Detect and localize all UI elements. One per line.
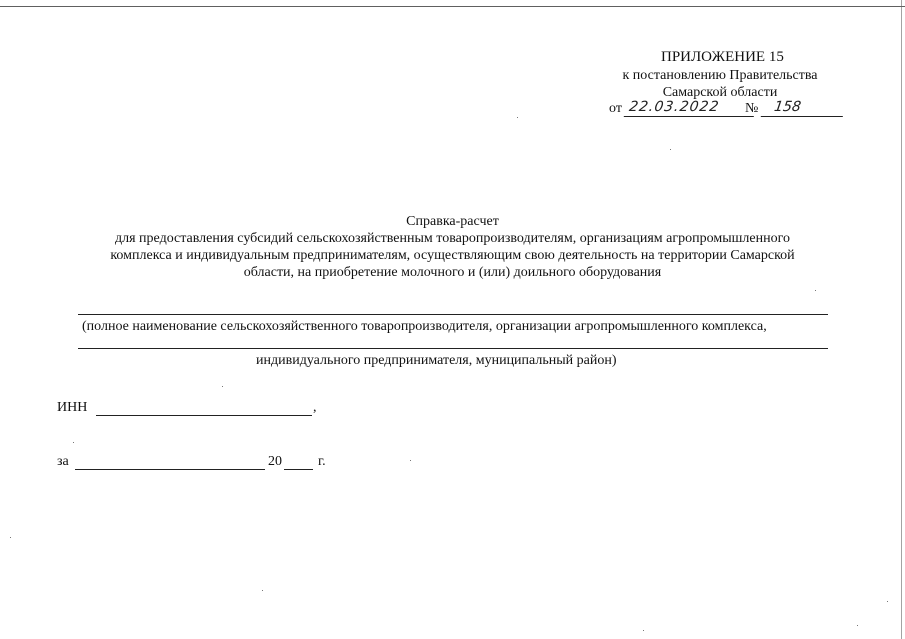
- period-field[interactable]: [75, 454, 265, 470]
- inn-trailing-comma: ,: [313, 400, 317, 415]
- heading-title: Справка-расчет: [406, 214, 499, 229]
- applicant-name-field-line-2[interactable]: [78, 348, 828, 349]
- scan-top-edge: [0, 6, 905, 7]
- year-prefix: 20: [268, 454, 282, 469]
- scan-right-edge: [901, 0, 902, 639]
- heading-line-2: комплекса и индивидуальным предпринимателям, осуществляющим свою деятельность на территории Самарской: [110, 248, 795, 263]
- appendix-region-line: Самарской области: [662, 85, 778, 100]
- scan-speck: [222, 386, 223, 387]
- year-suffix: г.: [318, 454, 326, 469]
- heading-line-3: области, на приобретение молочного и (или) доильного оборудования: [243, 265, 662, 280]
- inn-label: ИНН: [57, 400, 88, 415]
- date-prefix-label: от: [609, 101, 622, 116]
- inn-field[interactable]: [96, 400, 312, 416]
- period-label: за: [57, 454, 69, 469]
- document-heading: [40, 213, 865, 281]
- scan-speck: [670, 149, 671, 150]
- scan-speck: [73, 442, 74, 443]
- applicant-hint-line-2: индивидуального предпринимателя, муниципальный район): [256, 353, 617, 368]
- scan-speck: [262, 590, 263, 591]
- appendix-resolution-line: к постановлению Правительства: [622, 68, 818, 83]
- number-label: №: [745, 101, 759, 116]
- handwritten-date: 22.03.2022: [624, 99, 757, 117]
- applicant-hint-line-1: (полное наименование сельскохозяйственного товаропроизводителя, организации агропромышленного комплекса,: [82, 319, 767, 334]
- scan-speck: [517, 117, 518, 118]
- scan-speck: [410, 460, 411, 461]
- scan-speck: [857, 625, 858, 626]
- year-field[interactable]: [284, 454, 313, 470]
- scan-speck: [815, 290, 816, 291]
- scan-speck: [887, 601, 888, 602]
- applicant-name-field-line-1[interactable]: [78, 314, 828, 315]
- handwritten-number: 158: [761, 99, 846, 117]
- scan-speck: [643, 630, 644, 631]
- appendix-title: ПРИЛОЖЕНИЕ 15: [661, 49, 784, 65]
- scan-speck: [10, 537, 11, 538]
- heading-line-1: для предоставления субсидий сельскохозяйственным товаропроизводителям, организациям агропромышленного: [115, 231, 790, 246]
